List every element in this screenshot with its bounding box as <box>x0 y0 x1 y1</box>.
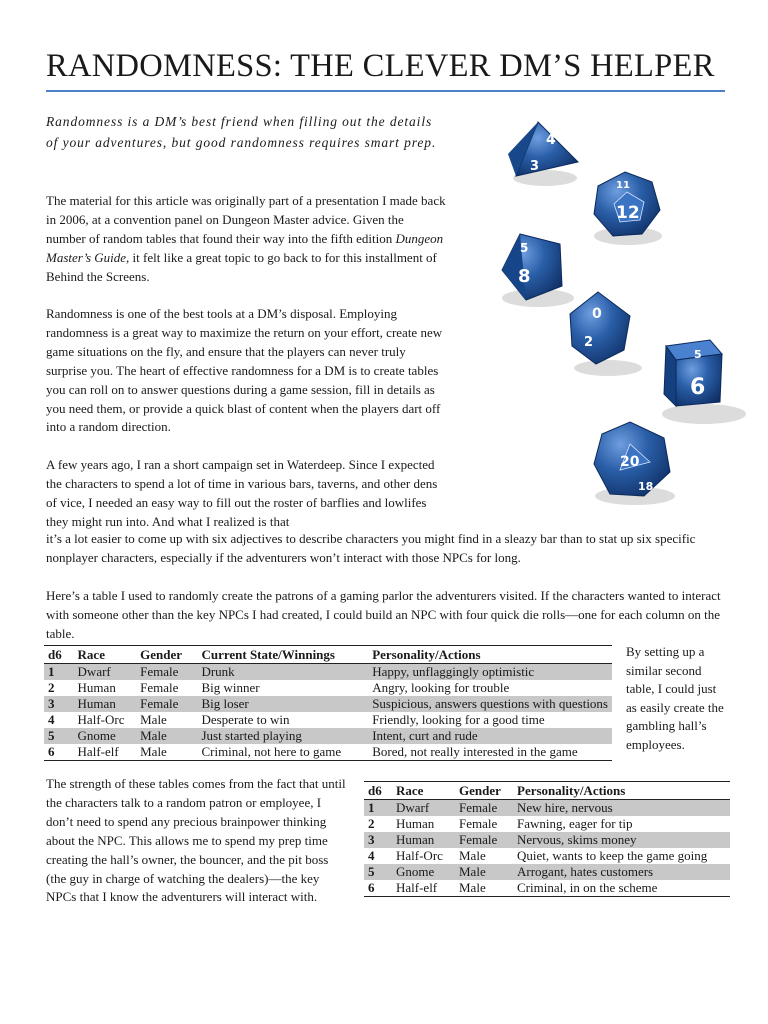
table-row <box>364 880 730 897</box>
patrons-table <box>44 645 612 761</box>
d12-label-top: 11 <box>616 180 630 191</box>
table-row <box>44 744 612 761</box>
table-cell: Gnome <box>396 864 435 879</box>
table-cell: 5 <box>368 864 375 879</box>
table-cell: Dwarf <box>77 664 111 679</box>
table-cell: Half-Orc <box>396 848 443 863</box>
table-cell: Female <box>140 696 179 711</box>
table-row <box>44 728 612 744</box>
header-cell: d6 <box>48 646 62 662</box>
table-cell: Male <box>459 848 486 863</box>
side-note: By setting up a similar second table, I could just as easily create the gambling hall’s employees. <box>626 644 724 752</box>
table-cell: Just started playing <box>201 728 302 743</box>
table-cell: 4 <box>48 712 55 727</box>
d10-label-top: 0 <box>592 306 602 322</box>
paragraph-origin-text-b: , it felt like a great topic to go back to for this installment of Behind the Screens. <box>46 249 437 284</box>
d10-die <box>570 292 642 376</box>
header-cell: d6 <box>368 782 382 798</box>
table-cell: Male <box>140 712 167 727</box>
table-row <box>44 680 612 696</box>
d8-die <box>502 234 574 307</box>
d20-label-main: 20 <box>620 454 640 470</box>
header-cell: Gender <box>140 646 182 662</box>
table-cell: 4 <box>368 848 375 863</box>
table-cell: Suspicious, answers questions with questions <box>372 696 608 711</box>
table-cell: Criminal, in on the scheme <box>517 880 658 895</box>
table-row <box>364 864 730 880</box>
paragraph-waterdeep: A few years ago, I ran a short campaign set in Waterdeep. Since I expected the characters to spend a lot of time in various bars, taverns, and other dens of vice, I needed an easy way to fill out the roster of barflies and lowlifes they might run into. And what I realized is that <box>46 457 438 529</box>
paragraph-table-intro: Here’s a table I used to randomly create the patrons of a gaming parlor the adventurers visited. If the characters wanted to interact with someone other than the key NPCs I had created, I could build an NPC with four quick die rolls—one for each column on the table. <box>46 588 721 641</box>
table-cell: Desperate to win <box>201 712 290 727</box>
d12-die <box>594 172 662 245</box>
header-cell: Race <box>396 782 424 798</box>
table-cell: 6 <box>368 880 375 895</box>
table-cell: Fawning, eager for tip <box>517 816 633 831</box>
table-row <box>364 800 730 817</box>
title-rule <box>46 90 725 92</box>
d10-label-bottom: 2 <box>584 335 594 350</box>
paragraph-waterdeep-continued: it’s a lot easier to come up with six adjectives to describe characters you might find in a sleazy bar than to stat up six specific nonplayer characters, especially if the adventurers won’t interact with those NPCs for long. <box>46 531 696 565</box>
table-row <box>44 712 612 728</box>
d4-label-bottom: 3 <box>530 159 540 174</box>
table-cell: 5 <box>48 728 55 743</box>
table-cell: Male <box>459 864 486 879</box>
header-cell: Personality/Actions <box>517 782 626 798</box>
table-row <box>364 848 730 864</box>
table-cell: Quiet, wants to keep the game going <box>517 848 708 863</box>
table-cell: Male <box>140 744 167 759</box>
table-cell: Big winner <box>201 680 260 695</box>
table-cell: Arrogant, hates customers <box>517 864 654 879</box>
table-cell: 2 <box>368 816 375 831</box>
table-row <box>44 696 612 712</box>
table-cell: 3 <box>368 832 375 847</box>
table-cell: Half-Orc <box>77 712 125 727</box>
table-cell: Female <box>459 816 498 831</box>
employees-table-header <box>364 782 730 800</box>
d12-label-main: 12 <box>616 203 640 223</box>
patrons-table-header <box>44 646 612 664</box>
table-cell: 3 <box>48 696 55 711</box>
table-cell: Human <box>396 832 435 847</box>
table-cell: 1 <box>368 800 375 815</box>
paragraph-randomness: Randomness is one of the best tools at a DM’s disposal. Employing randomness is a great way to maximize the return on your effort, create new game situations on the fly, and ensure that the players can never truly surprise you. The heart of effective randomness for a DM is to create tables you can roll on to answer questions during a game session, fill in details as you need them, or provide a quick blast of content when the players dart off into a random direction. <box>46 306 443 435</box>
table-cell: Big loser <box>201 696 249 711</box>
table-cell: Intent, curt and rude <box>372 728 478 743</box>
header-cell: Current State/Winnings <box>201 646 335 662</box>
table-cell: Happy, unflaggingly optimistic <box>372 664 535 679</box>
table-cell: Dwarf <box>396 800 430 815</box>
d8-label-top: 5 <box>520 241 529 255</box>
table-cell: 1 <box>48 664 55 679</box>
table-row <box>44 664 612 681</box>
d4-label-top: 4 <box>546 132 556 148</box>
table-cell: Half-elf <box>396 880 438 895</box>
d4-die <box>508 122 578 186</box>
d6-label-front: 6 <box>690 375 706 400</box>
d6-label-top: 5 <box>694 348 702 361</box>
table-cell: 6 <box>48 744 55 759</box>
book-title: Dungeon Master’s Guide <box>46 230 444 265</box>
table-cell: Female <box>459 800 498 815</box>
table-cell: Male <box>459 880 486 895</box>
d20-label-bottom: 18 <box>638 480 654 493</box>
intro-text: Randomness is a DM’s best friend when filling out the details of your adventures, but good randomness requires smart prep. <box>46 114 437 150</box>
table-cell: Friendly, looking for a good time <box>372 712 545 727</box>
article-title: RANDOMNESS: THE CLEVER DM’S HELPER <box>46 48 715 84</box>
header-cell: Race <box>77 646 105 662</box>
table-row <box>364 816 730 832</box>
paragraph-origin <box>46 192 446 287</box>
table-cell: Half-elf <box>77 744 119 759</box>
d20-die <box>594 422 675 505</box>
table-cell: Nervous, skims money <box>517 832 637 847</box>
header-cell: Personality/Actions <box>372 646 481 662</box>
table-cell: Criminal, not here to game <box>201 744 342 759</box>
table-cell: Drunk <box>201 664 235 679</box>
d8-label-main: 8 <box>518 266 531 287</box>
header-cell: Gender <box>459 782 501 798</box>
table-cell: 2 <box>48 680 55 695</box>
table-cell: Female <box>459 832 498 847</box>
paragraph-origin-text-a: The material for this article was originally part of a presentation I made back in 2006, at a convention panel on Dungeon Master advice. Given the number of random tables that found their way into the fifth edition <box>46 193 446 246</box>
table-cell: Male <box>140 728 167 743</box>
table-cell: Bored, not really interested in the game <box>372 744 578 759</box>
table-cell: Human <box>396 816 435 831</box>
d6-die <box>662 340 746 424</box>
table-row <box>364 832 730 848</box>
table-cell: Gnome <box>77 728 116 743</box>
table-cell: Human <box>77 696 116 711</box>
table-cell: Female <box>140 664 179 679</box>
dice-illustration <box>480 110 758 510</box>
table-cell: Human <box>77 680 116 695</box>
table-cell: Angry, looking for trouble <box>372 680 510 695</box>
employees-table <box>364 781 730 897</box>
paragraph-strength: The strength of these tables comes from the fact that until the characters talk to a random patron or employee, I don’t need to spend any precious brainpower thinking about the NPC. This allows me to spend my prep time creating the hall’s owner, the bouncer, and the pit boss (the guy in charge of watching the dealers)—the key NPCs that I know the adventurers will interact with. <box>46 776 346 905</box>
table-cell: Female <box>140 680 179 695</box>
table-cell: New hire, nervous <box>517 800 613 815</box>
